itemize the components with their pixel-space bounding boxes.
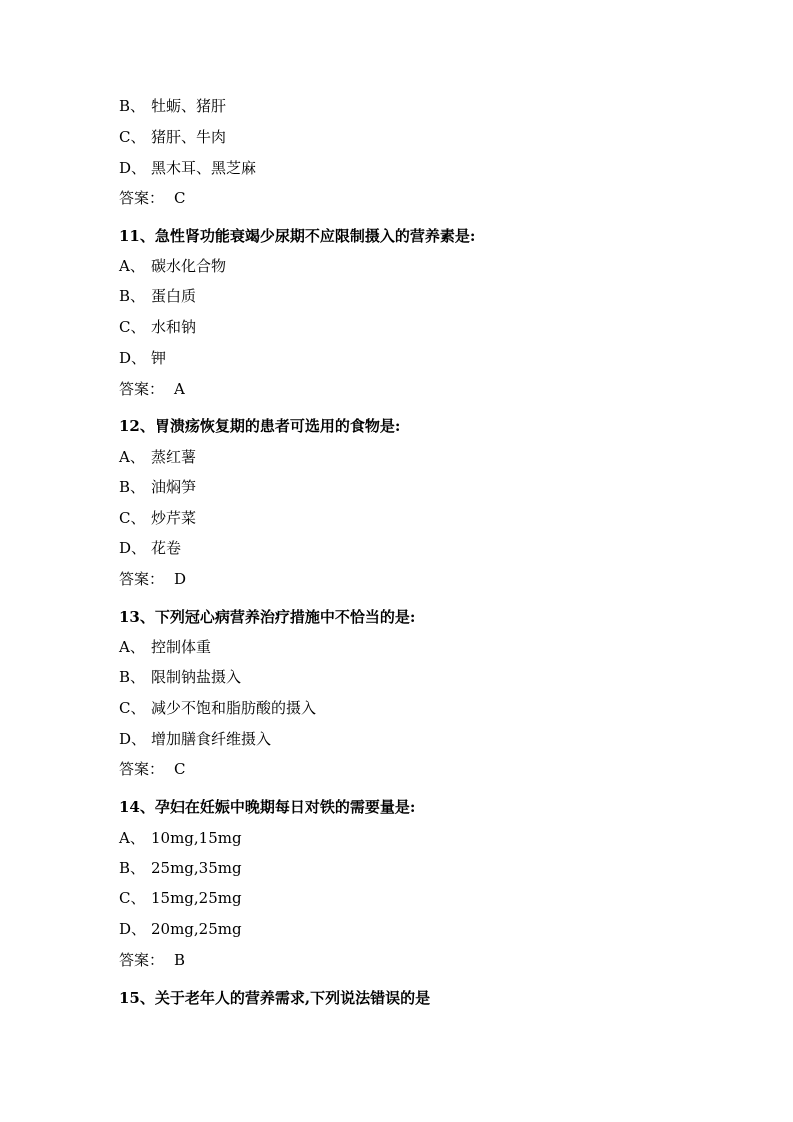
answer-label: 答案： [119,951,165,969]
option-text: 10mg,15mg [151,829,242,847]
question-title: 12、胃溃疡恢复期的患者可选用的食物是: [119,417,401,435]
answer-label: 答案： [119,760,165,778]
option-label: D、 [119,920,147,938]
option-text: 15mg,25mg [151,889,242,907]
option-text: 黑木耳、黑芝麻 [151,159,257,177]
option-c [119,508,196,528]
answer-line [119,379,185,399]
option-label: D、 [119,349,147,367]
option-a [119,256,226,276]
option-label: C、 [119,318,146,336]
option-text: 蛋白质 [151,287,197,305]
option-label: C、 [119,509,146,527]
option-c [119,317,196,337]
answer-value: D [174,570,187,588]
option-label: A、 [119,829,145,847]
option-text: 花卷 [151,539,182,557]
option-text: 减少不饱和脂肪酸的摄入 [151,699,317,717]
option-b [119,96,226,116]
option-text: 增加膳食纤维摄入 [151,730,272,748]
option-text: 牡蛎、猪肝 [151,97,227,115]
option-text: 碳水化合物 [151,257,227,275]
option-label: C、 [119,889,146,907]
answer-line [119,759,185,779]
option-text: 限制钠盐摄入 [151,668,242,686]
option-label: A、 [119,448,145,466]
option-label: D、 [119,159,147,177]
answer-value: B [174,951,186,969]
question-title: 11、急性肾功能衰竭少尿期不应限制摄入的营养素是: [119,227,476,245]
option-c [119,127,226,147]
option-label: B、 [119,287,146,305]
option-d [119,729,271,749]
option-a [119,447,196,467]
option-label: C、 [119,699,146,717]
question-title: 13、下列冠心病营养治疗措施中不恰当的是: [119,608,416,626]
option-label: D、 [119,730,147,748]
answer-value: C [174,760,186,778]
option-label: B、 [119,478,146,496]
option-text: 蒸红薯 [151,448,197,466]
option-b [119,667,241,687]
option-b [119,858,242,878]
option-d [119,538,181,558]
answer-value: C [174,189,186,207]
option-d [119,158,256,178]
option-b [119,477,196,497]
option-text: 猪肝、牛肉 [151,128,227,146]
answer-label: 答案： [119,189,165,207]
option-text: 钾 [151,349,167,367]
option-label: B、 [119,668,146,686]
option-a [119,828,242,848]
answer-line [119,188,185,208]
option-label: A、 [119,257,145,275]
option-text: 25mg,35mg [151,859,242,877]
answer-line [119,569,186,589]
answer-value: A [174,380,185,398]
option-label: C、 [119,128,146,146]
question-title: 14、孕妇在妊娠中晚期每日对铁的需要量是: [119,798,416,816]
question-title: 15、关于老年人的营养需求,下列说法错误的是 [119,989,431,1007]
option-c [119,698,316,718]
option-text: 控制体重 [151,638,212,656]
option-text: 20mg,25mg [151,920,242,938]
option-text: 水和钠 [151,318,197,336]
option-label: A、 [119,638,145,656]
option-text: 炒芹菜 [151,509,197,527]
option-a [119,637,211,657]
option-d [119,919,242,939]
answer-label: 答案： [119,380,165,398]
option-label: D、 [119,539,147,557]
answer-line [119,950,185,970]
option-text: 油焖笋 [151,478,197,496]
option-c [119,888,242,908]
option-b [119,286,196,306]
option-label: B、 [119,859,146,877]
option-label: B、 [119,97,146,115]
answer-label: 答案： [119,570,165,588]
option-d [119,348,166,368]
